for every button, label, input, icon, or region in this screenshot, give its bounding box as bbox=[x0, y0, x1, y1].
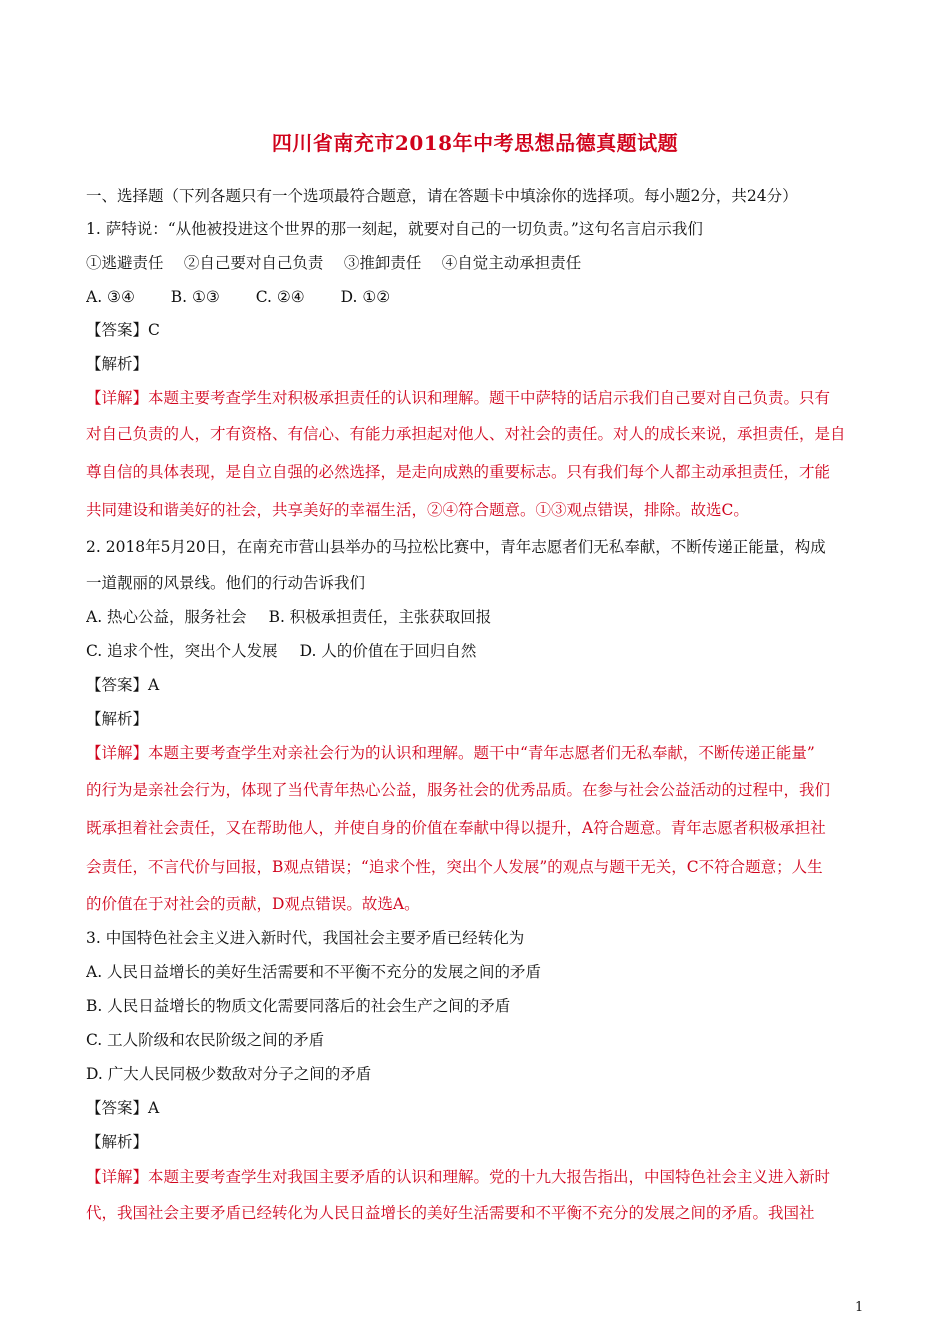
section-header: 一、选择题（下列各题只有一个选项最符合题意，请在答题卡中填涂你的选择项。每小题2分，共24分） bbox=[86, 187, 798, 205]
q2-stem: 一道靓丽的风景线。他们的行动告诉我们 bbox=[86, 574, 366, 592]
q2-answer: 【答案】A bbox=[86, 676, 160, 694]
q2-option-c: C. 追求个性，突出个人发展 bbox=[86, 642, 278, 660]
q2-options-row-1 bbox=[86, 607, 876, 627]
q1-statements: ①逃避责任 ②自己要对自己负责 ③推卸责任 ④自觉主动承担责任 bbox=[86, 254, 582, 272]
q2-explanation-line: 的行为是亲社会行为，体现了当代青年热心公益，服务社会的优秀品质。在参与社会公益活动的过程中，我们 bbox=[86, 781, 831, 799]
page-title: 四川省南充市2018年中考思想品德真题试题 bbox=[271, 131, 679, 155]
q3-option-d: D. 广大人民同极少数敌对分子之间的矛盾 bbox=[86, 1065, 372, 1083]
q1-explanation-line: 【详解】本题主要考查学生对积极承担责任的认识和理解。题干中萨特的话启示我们自己要对自己负责。只有 bbox=[86, 389, 831, 407]
page-number: 1 bbox=[855, 1300, 864, 1315]
q3-option-b: B. 人民日益增长的物质文化需要同落后的社会生产之间的矛盾 bbox=[86, 997, 511, 1015]
q2-explanation-line: 会责任，不言代价与回报，B观点错误；“追求个性，突出个人发展”的观点与题干无关，C不符合题意；人生 bbox=[86, 858, 823, 876]
q3-analysis-label: 【解析】 bbox=[86, 1133, 149, 1151]
q1-explanation-line: 共同建设和谐美好的社会，共享美好的幸福生活，②④符合题意。①③观点错误，排除。故选C。 bbox=[86, 501, 749, 519]
q3-option-c: C. 工人阶级和农民阶级之间的矛盾 bbox=[86, 1031, 325, 1049]
q2-explanation-line: 既承担着社会责任，又在帮助他人，并使自身的价值在奉献中得以提升，A符合题意。青年志愿者积极承担社 bbox=[86, 819, 826, 837]
q2-explanation-line: 【详解】本题主要考查学生对亲社会行为的认识和理解。题干中“青年志愿者们无私奉献，不断传递正能量” bbox=[86, 744, 815, 762]
q3-stem: 3. 中国特色社会主义进入新时代，我国社会主要矛盾已经转化为 bbox=[86, 929, 525, 947]
q3-explanation-line: 【详解】本题主要考查学生对我国主要矛盾的认识和理解。党的十九大报告指出，中国特色社会主义进入新时 bbox=[86, 1168, 831, 1186]
q1-analysis-label: 【解析】 bbox=[86, 355, 149, 373]
q3-explanation-line: 代，我国社会主要矛盾已经转化为人民日益增长的美好生活需要和不平衡不充分的发展之间的矛盾。我国社 bbox=[86, 1204, 815, 1222]
q2-option-b: B. 积极承担责任，主张获取回报 bbox=[268, 608, 492, 626]
q2-options-row-2 bbox=[86, 641, 876, 661]
q1-answer: 【答案】C bbox=[86, 321, 160, 339]
q1-options: A. ③④ B. ①③ C. ②④ D. ①② bbox=[86, 288, 391, 306]
q2-analysis-label: 【解析】 bbox=[86, 710, 149, 728]
q2-stem: 2. 2018年5月20日，在南充市营山县举办的马拉松比赛中，青年志愿者们无私奉献，不断传递正能量，构成 bbox=[86, 538, 826, 556]
q1-explanation-line: 尊自信的具体表现，是自立自强的必然选择，是走向成熟的重要标志。只有我们每个人都主动承担责任，才能 bbox=[86, 463, 831, 481]
q3-option-a: A. 人民日益增长的美好生活需要和不平衡不充分的发展之间的矛盾 bbox=[86, 963, 542, 981]
q2-option-d: D. 人的价值在于回归自然 bbox=[299, 642, 477, 660]
q2-explanation-line: 的价值在于对社会的贡献，D观点错误。故选A。 bbox=[86, 895, 420, 913]
q1-stem: 1. 萨特说：“从他被投进这个世界的那一刻起，就要对自己的一切负责。”这句名言启示我们 bbox=[86, 220, 703, 238]
q2-option-a: A. 热心公益，服务社会 bbox=[86, 608, 247, 626]
q1-explanation-line: 对自己负责的人，才有资格、有信心、有能力承担起对他人、对社会的责任。对人的成长来说，承担责任，是自 bbox=[86, 425, 846, 443]
q3-answer: 【答案】A bbox=[86, 1099, 160, 1117]
